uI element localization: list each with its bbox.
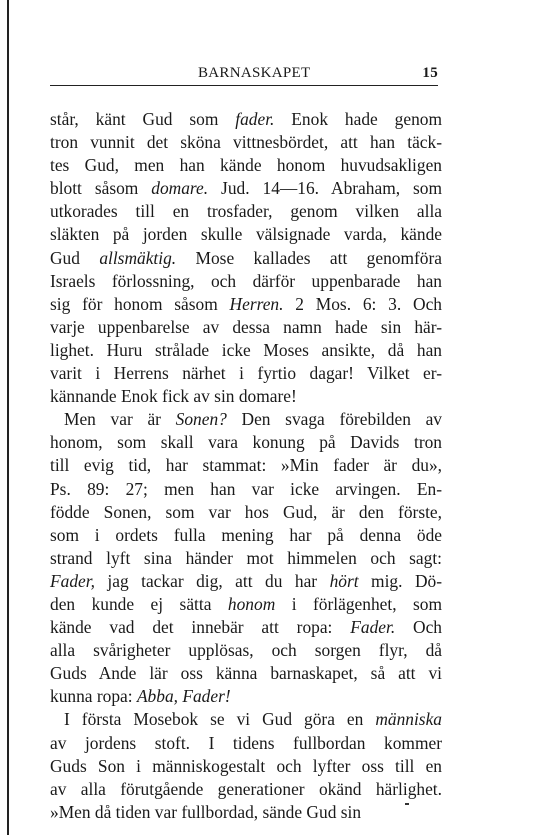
- text-run: står, känt Gud som: [50, 109, 236, 129]
- text-run: Jud. 14—16. Abraham, som: [208, 178, 443, 199]
- text-run: Den svaga förebilden av: [226, 409, 443, 430]
- text-line: [50, 362, 442, 385]
- italic-run: Fader.: [350, 617, 396, 638]
- text-line: [50, 501, 442, 524]
- text-run: släkten på jorden skulle välsignade varda, kände: [50, 224, 442, 245]
- text-line: [50, 431, 442, 454]
- text-line: [50, 108, 442, 131]
- text-line: [50, 801, 442, 824]
- text-line: [50, 662, 442, 685]
- text-line: [50, 154, 442, 177]
- text-line: [50, 616, 442, 639]
- text-run: blott såsom: [50, 178, 152, 199]
- text-line: [50, 339, 442, 362]
- text-run: strand lyft sina händer mot himmelen och sagt:: [50, 547, 442, 568]
- italic-run: Abba, Fader!: [136, 686, 231, 707]
- text-run: varje uppenbarelse av dessa namn hade sin här-: [50, 316, 442, 337]
- text-line: [50, 247, 442, 270]
- text-line: [50, 223, 442, 246]
- text-run: jag tackar dig, att du har: [94, 570, 330, 591]
- text-run: Israels förlossning, och därför uppenbarade han: [50, 270, 442, 291]
- text-run: »Men då tiden var fullbordad, sände Gud sin: [50, 801, 362, 822]
- text-line: [50, 732, 442, 755]
- text-line: [50, 778, 442, 801]
- italic-run: hört: [329, 570, 359, 591]
- text-line: [50, 547, 442, 570]
- italic-run: Sonen?: [175, 409, 227, 430]
- text-line: [50, 200, 442, 223]
- text-run: av jordens stoft. I tidens fullbordan kommer: [50, 732, 442, 753]
- text-run: till evig tid, har stammat: »Min fader är du»,: [50, 455, 442, 476]
- text-line: [50, 708, 442, 731]
- text-run: Guds Ande lär oss känna barnaskapet, så att vi: [50, 663, 442, 684]
- page-number: 15: [422, 65, 438, 81]
- text-line: [50, 639, 442, 662]
- page-header: [50, 63, 438, 86]
- text-line: [50, 408, 442, 431]
- italic-run: domare.: [151, 178, 209, 199]
- text-line: [50, 293, 442, 316]
- italic-run: fader.: [235, 109, 275, 129]
- text-run: I första Mosebok se vi Gud göra en: [64, 709, 376, 730]
- text-run: Ps. 89: 27; men han var icke arvingen. En-: [50, 478, 442, 499]
- text-run: den kunde ej sätta: [50, 593, 228, 614]
- text-line: [50, 524, 442, 547]
- text-run: kunna ropa:: [50, 686, 137, 707]
- text-run: lighet. Huru strålade icke Moses ansikte, då han: [50, 339, 442, 360]
- text-run: som i ordets fulla mening har på denna öde: [50, 524, 442, 545]
- italic-run: Fader,: [50, 570, 95, 591]
- text-run: av alla förutgående generationer okänd härlighet.: [50, 778, 442, 799]
- running-title: BARNASKAPET: [198, 65, 311, 81]
- text-run: Guds Son i människogestalt och lyfter oss till en: [50, 755, 442, 776]
- italic-run: allsmäktig.: [99, 247, 177, 268]
- text-run: Mose kallades att genomföra: [176, 247, 442, 268]
- italic-run: Herren.: [229, 293, 284, 314]
- italic-run: honom: [227, 593, 276, 614]
- text-run: honom, som skall vara konung på Davids tron: [50, 432, 442, 453]
- text-line: [50, 270, 442, 293]
- text-line: [50, 316, 442, 339]
- text-run: kännande Enok fick av sin domare!: [50, 386, 297, 407]
- text-line: [50, 570, 442, 593]
- text-run: Enok hade genom: [274, 109, 442, 129]
- text-run: tron vunnit det sköna vittnesbördet, att han täck-: [50, 132, 442, 153]
- italic-run: människa: [375, 709, 442, 730]
- page-edge-shadow: [7, 0, 9, 835]
- text-run: varit i Herrens närhet i fyrtio dagar! Vilket er-: [50, 363, 442, 384]
- text-line: [50, 685, 442, 708]
- text-run: tes Gud, men han kände honom huvudsakligen: [50, 155, 442, 176]
- text-run: 2 Mos. 6: 3. Och: [283, 293, 442, 314]
- text-run: Och: [395, 617, 442, 638]
- text-line: [50, 755, 442, 778]
- text-line: [50, 454, 442, 477]
- text-run: Men var är: [64, 409, 176, 430]
- text-line: [50, 385, 442, 408]
- text-line: [50, 177, 442, 200]
- text-run: sig för honom såsom: [50, 293, 230, 314]
- body-text: [50, 108, 442, 824]
- text-run: mig. Dö-: [358, 570, 442, 591]
- text-line: [50, 593, 442, 616]
- print-speck: [405, 803, 409, 805]
- text-run: Gud: [50, 247, 100, 268]
- text-run: i förlägenhet, som: [275, 593, 443, 614]
- text-run: utkorades till en trosfader, genom vilken alla: [50, 201, 442, 222]
- text-run: alla svårigheter upplösas, och sorgen flyr, då: [50, 640, 442, 661]
- text-run: kände vad det innebär att ropa:: [50, 617, 351, 638]
- text-run: födde Sonen, som var hos Gud, är den förste,: [50, 501, 442, 522]
- text-line: [50, 478, 442, 501]
- text-line: [50, 131, 442, 154]
